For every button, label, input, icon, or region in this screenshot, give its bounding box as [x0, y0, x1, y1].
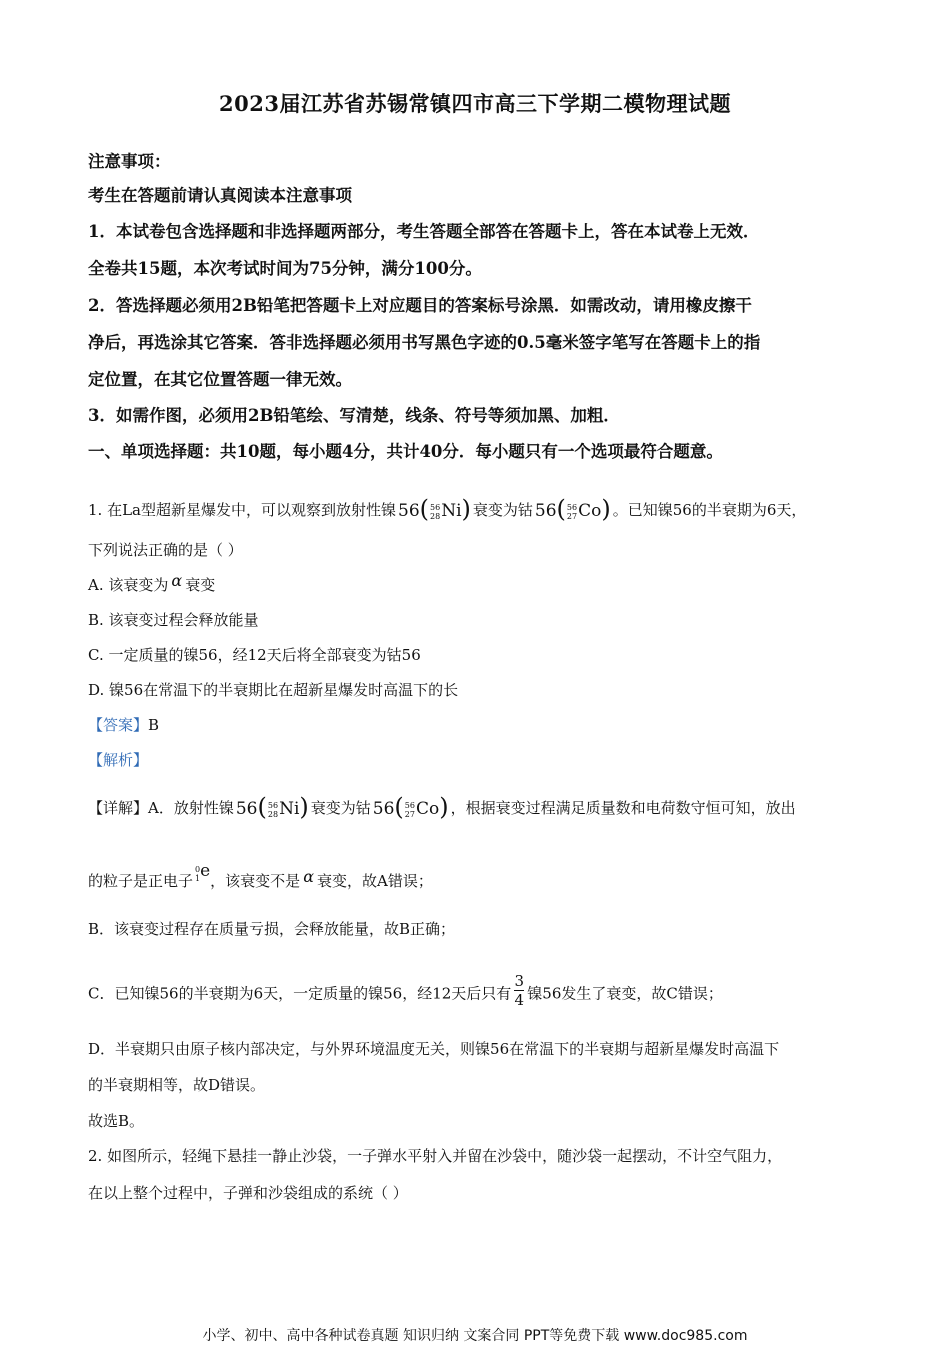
- cobalt-56-nuclide: 56( 56 27 Co): [372, 793, 449, 821]
- q2-stem-line-2: 在以上整个过程中，子弹和沙袋组成的系统（ ）: [88, 1184, 408, 1202]
- q2-stem-line-1: 2. 如图所示，轻绳下悬挂一静止沙袋，一子弹水平射入并留在沙袋中，随沙袋一起摆动，不计空气阻力，: [88, 1147, 783, 1165]
- alpha-symbol: α: [303, 867, 314, 886]
- footer-text: 小学、初中、高中各种试卷真题 知识归纳 文案合同 PPT等免费下载 www.doc985.com: [202, 1328, 748, 1344]
- q1-answer: [88, 714, 159, 735]
- notice-item-1-line-2: 全卷共15题，本次考试时间为75分钟，满分100分。: [88, 259, 482, 278]
- nickel-56-nuclide: 56( 56 28 Ni): [235, 793, 309, 821]
- positron-symbol-numbers: 0 1: [195, 865, 201, 883]
- notice-item-2-line-1: 2．答选择题必须用2B铅笔把答题卡上对应题目的答案标号涂黑．如需改动，请用橡皮擦干: [88, 296, 752, 315]
- positron-symbol: e: [200, 861, 211, 881]
- q1-stem-text-c: 。已知镍56的半衰期为6天，: [612, 501, 807, 519]
- notice-heading: 注意事项：: [88, 152, 171, 171]
- answer-value: B: [148, 716, 160, 734]
- q1-conclusion: 故选B。: [88, 1112, 145, 1130]
- q1-stem-text-a: 1. 在La型超新星爆发中，可以观察到放射性镍: [88, 501, 396, 519]
- notice-intro: 考生在答题前请认真阅读本注意事项: [88, 186, 352, 205]
- nickel-56-nuclide: 56( 56 28 Ni): [398, 495, 471, 523]
- fraction-three-quarters: $\frac{3}{4}$: [514, 972, 525, 1009]
- q1-detail-d-line-2: 的半衰期相等，故D错误。: [88, 1076, 266, 1094]
- q1-detail-a-line-2: 的粒子是正电子 0 1 e，该衰变不是 α 衰变，故A错误；: [88, 861, 433, 890]
- q1-detail-c: C．已知镍56的半衰期为6天，一定质量的镍56，经12天后只有 $\frac{3}{4}$ 镍56发生了衰变，故C错误；: [88, 972, 723, 1009]
- q1-detail-d-line-1: D．半衰期只由原子核内部决定，与外界环境温度无关，则镍56在常温下的半衰期与超新星爆发时高温下: [88, 1040, 780, 1058]
- q1-option-a: A. 该衰变为 α 衰变: [88, 571, 216, 594]
- q1-option-b: B. 该衰变过程会释放能量: [88, 611, 259, 629]
- q1-detail-b: B．该衰变过程存在质量亏损，会释放能量，故B正确；: [88, 920, 456, 938]
- detail-label: 【详解】: [88, 799, 149, 817]
- section-heading: 一、单项选择题：共10题，每小题4分，共计40分．每小题只有一个选项最符合题意。: [88, 442, 723, 461]
- notice-item-3: 3．如需作图，必须用2B铅笔绘、写清楚，线条、符号等须加黑、加粗．: [88, 406, 620, 425]
- answer-label: 【答案】: [88, 716, 149, 734]
- q1-stem-line-1: [88, 497, 806, 525]
- cobalt-56-nuclide: 56( 56 27 Co): [534, 495, 611, 523]
- exam-title: 2023届江苏省苏锡常镇四市高三下学期二模物理试题: [219, 91, 731, 116]
- q1-option-c: C. 一定质量的镍56，经12天后将全部衰变为钴56: [88, 646, 421, 664]
- q1-stem-text-b: 衰变为钴: [472, 501, 533, 519]
- q1-detail-a-line-1: 【详解】A．放射性镍 56( 56 28 Ni) 衰变为钴 56( 56 27 Co) ，根据衰变过程满足质量数和电荷数守恒可知，放出: [88, 793, 796, 821]
- q1-stem-line-2: 下列说法正确的是（ ）: [88, 541, 243, 559]
- notice-item-1-line-1: 1．本试卷包含选择题和非选择题两部分，考生答题全部答在答题卡上，答在本试卷上无效．: [88, 222, 760, 241]
- notice-item-2-line-2: 净后，再选涂其它答案．答非选择题必须用书写黑色字迹的0.5毫米签字笔写在答题卡上的指: [88, 333, 761, 352]
- notice-item-2-line-3: 定位置，在其它位置答题一律无效。: [88, 370, 352, 389]
- analysis-label: 【解析】: [88, 751, 149, 769]
- alpha-symbol: α: [171, 571, 183, 590]
- q1-option-d: D. 镍56在常温下的半衰期比在超新星爆发时高温下的长: [88, 681, 459, 699]
